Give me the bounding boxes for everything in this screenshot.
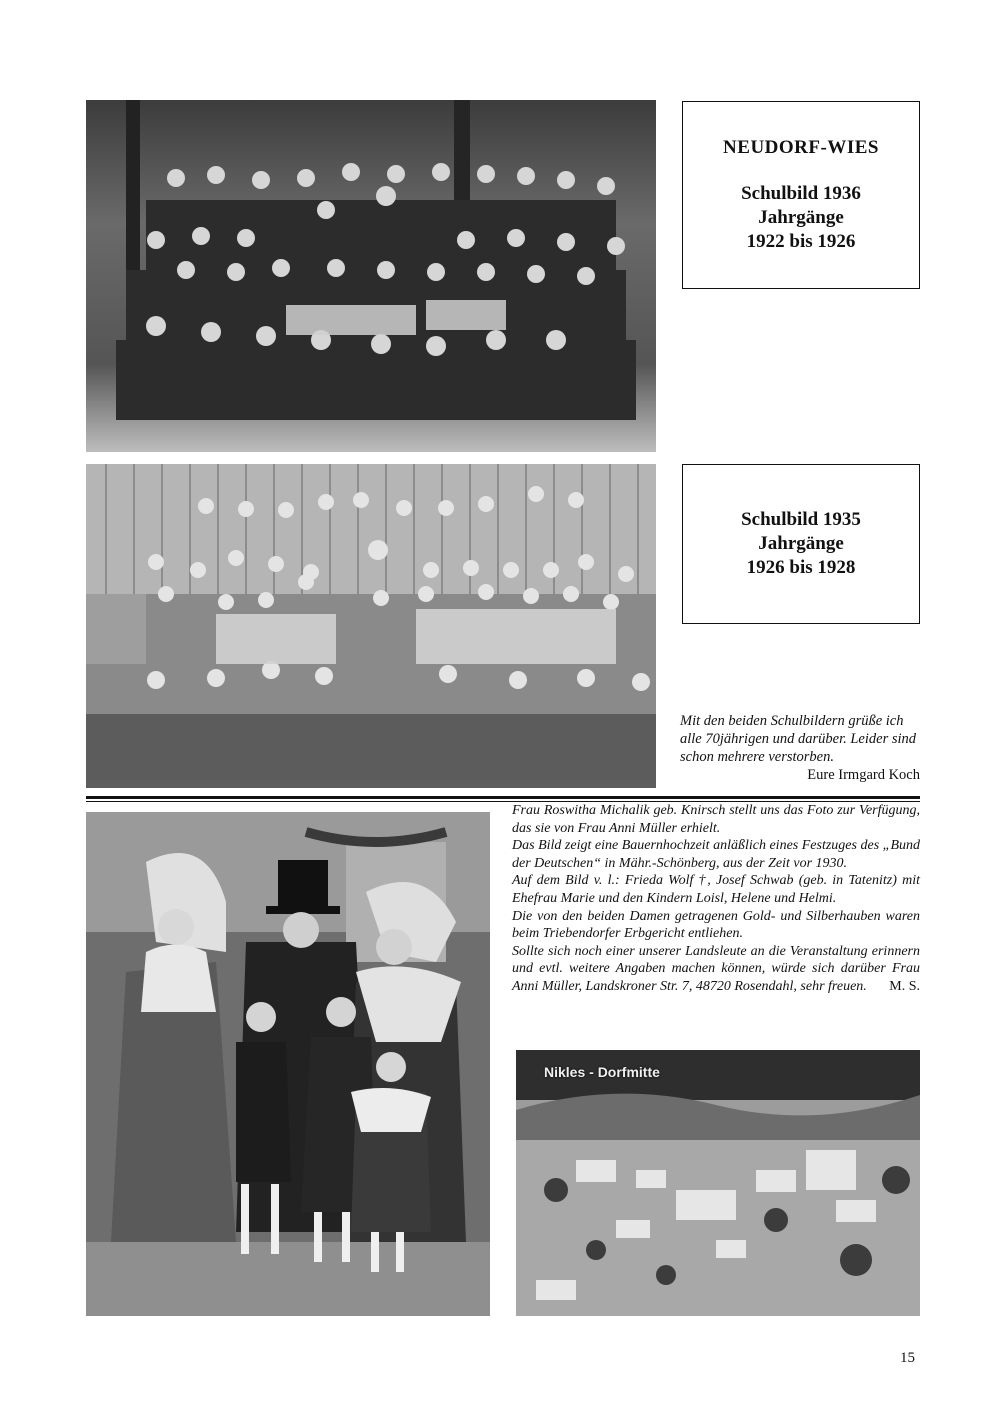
village-photo-nikles (516, 1050, 920, 1316)
school-photo-1936 (86, 100, 656, 452)
box2-line-2: Jahrgänge (758, 533, 844, 554)
greeting-signature: Eure Irmgard Koch (807, 767, 920, 783)
article-paragraph-3: Auf dem Bild v. l.: Frieda Wolf †, Josef Schwab (geb. in Tatenitz) mit Ehefrau Marie und den Kindern Loisl, Helene und Helmi. (512, 873, 920, 906)
school-photo-1935 (86, 464, 656, 788)
article-paragraph-4: Die von den beiden Damen getragenen Gold- und Silberhauben waren beim Triebendorfer Erbgericht entliehen. (512, 908, 920, 942)
village-photo-graphic (516, 1050, 920, 1316)
box1-line-2: Jahrgänge (758, 207, 844, 228)
box1-line-1: Schulbild 1936 (741, 183, 861, 204)
article-bauernhochzeit (512, 802, 920, 996)
box1-line-3: 1922 bis 1926 (746, 231, 856, 252)
greeting-note (680, 712, 920, 784)
box2-line-3: 1926 bis 1928 (746, 557, 856, 578)
village-photo-caption: Nikles - Dorfmitte (544, 1064, 660, 1080)
wedding-photo-graphic (86, 812, 490, 1316)
box2-line-1: Schulbild 1935 (741, 509, 861, 530)
article-paragraph-5: Sollte sich noch einer unserer Landsleute an die Veranstaltung erinnern und evtl. weitere Angaben machen können, würde sich darüber Frau Anni Müller, Landskroner Str. 7, 48720 Rosendahl, sehr freuen. (512, 943, 920, 994)
wedding-procession-photo (86, 812, 490, 1316)
article-paragraph-2: Das Bild zeigt eine Bauernhochzeit anläßlich eines Festzuges des „Bund der Deutschen“ in Mähr.-Schönberg, aus der Zeit vor 1930. (512, 838, 920, 871)
photo-1936-graphic (86, 100, 656, 452)
heading-neudorf-wies: NEUDORF-WIES (723, 137, 879, 158)
info-box-schulbild-1935 (682, 464, 920, 624)
info-box-schulbild-1936 (682, 101, 920, 289)
photo-1935-graphic (86, 464, 656, 788)
article-paragraph-1: Frau Roswitha Michalik geb. Knirsch stellt uns das Foto zur Verfügung, das sie von Frau Anni Müller erhielt. (512, 803, 920, 836)
page-number: 15 (900, 1350, 915, 1366)
divider-thick (86, 796, 920, 799)
article-initials: M. S. (889, 978, 920, 994)
greeting-text: Mit den beiden Schulbildern grüße ich alle 70jährigen und darüber. Leider sind schon mehrere verstorben. (680, 713, 917, 765)
